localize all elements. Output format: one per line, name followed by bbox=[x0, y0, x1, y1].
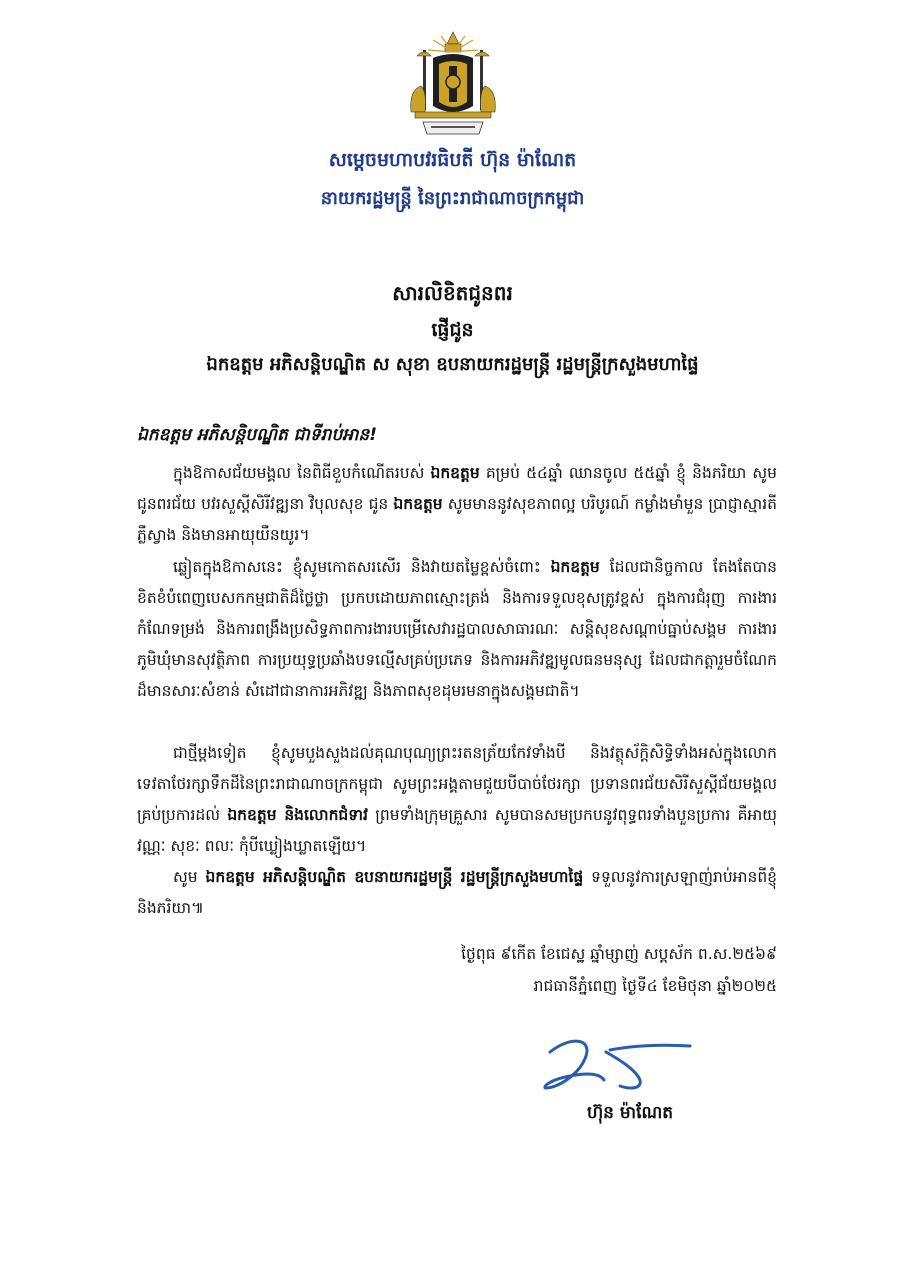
letter-title: សារលិខិតជូនពរ bbox=[392, 281, 513, 305]
recipient-line: ឯកឧត្តម អភិសន្តិបណ្ឌិត ស សុខា ឧបនាយករដ្ឋមន្ត្រី រដ្ឋមន្ត្រីក្រសួងមហាផ្ទៃ bbox=[206, 354, 699, 375]
signature-icon bbox=[540, 1030, 700, 1100]
paragraph-3: ជាថ្មីម្តងទៀត ខ្ញុំសូមបួងសួងដល់គុណបុណ្យព្រះរតនត្រ័យកែវទាំងបី និងវត្ថុស័ក្តិសិទ្ធិទាំងអស់ក្នុងលោក ទេវតាថែរក្សាទឹកដីនៃព្រះរាជាណាចក្រកម្ពុជា សូមព្រះអង្គតាមជួយបីបាច់ថែរក្សា ប្រទានពរជ័យសិរីសួស្តីជ័យមង្គលគ្រប់ប្រការដល់ ឯកឧត្តម និងលោកជំទាវ ព្រមទាំងក្រុមគ្រួសារ សូមបានសមប្រកបនូវពុទ្ធពរទាំងបួនប្រការ គឺអាយុ វណ្ណៈ សុខៈ ពលៈ កុំបីឃ្លៀងឃ្លាតឡើយ។ bbox=[137, 744, 777, 855]
author-position: នាយករដ្ឋមន្ត្រី នៃព្រះរាជាណាចក្រកម្ពុជា bbox=[320, 188, 585, 209]
royal-coat-of-arms-icon bbox=[403, 30, 503, 140]
signer-name: ហ៊ុន ម៉ាណែត bbox=[586, 1103, 674, 1123]
paragraph-1: ក្នុងឱកាសជ័យមង្គល នៃពិធីខួបកំណើតរបស់ ឯកឧត្តម គម្រប់ ៥៤ឆ្នាំ ឈានចូល ៥៥ឆ្នាំ ខ្ញុំ និងភរិយា សូមជូនពរជ័យ បវរសួស្តីសិរីវឌ្ឍនា វិបុលសុខ ជូន ឯកឧត្តម សូមមាននូវសុខភាពល្អ បរិបូរណ៍ កម្លាំងមាំមួន ប្រាជ្ញាស្មារតីភ្លឺស្វាង និងមានអាយុយឺនយូរ។ bbox=[137, 464, 777, 544]
salutation: ឯកឧត្តម អភិសន្តិបណ្ឌិត ជាទីរាប់អាន! bbox=[137, 425, 377, 445]
solar-date: រាជធានីភ្នំពេញ ថ្ងៃទី៤ ខែមិថុនា ឆ្នាំ២០២៥ bbox=[533, 977, 777, 995]
lunar-date: ថ្ងៃពុធ ៩កើត ខែជេស្ឋ ឆ្នាំម្សាញ់ សប្តស័ក ព.ស.២៥៦៩ bbox=[461, 945, 777, 963]
author-title: សម្តេចមហាបវរធិបតី ហ៊ុន ម៉ាណែត bbox=[328, 149, 577, 171]
paragraph-4: សូម ឯកឧត្តម អភិសន្តិបណ្ឌិត ឧបនាយករដ្ឋមន្ត្រី រដ្ឋមន្ត្រីក្រសួងមហាផ្ទៃ ទទួលនូវការស្រឡាញ់រាប់អានពីខ្ញុំ និងភរិយា៕ bbox=[137, 868, 777, 917]
paragraph-2: ឆ្លៀតក្នុងឱកាសនេះ ខ្ញុំសូមកោតសរសើរ និងវាយតម្លៃខ្ពស់ចំពោះ ឯកឧត្តម ដែលជានិច្ចកាល តែងតែបានខិតខំបំពេញបេសកកម្មជាតិដ៏ថ្លៃថ្លា ប្រកបដោយភាពស្មោះត្រង់ និងការទទួលខុសត្រូវខ្ពស់ ក្នុងការជំរុញ ការងារកំណែទម្រង់ និងការពង្រឹងប្រសិទ្ធភាពការងារបម្រើសេវារដ្ឋបាលសាធារណៈ សន្តិសុខសណ្តាប់ធ្នាប់សង្គម ការងារភូមិឃុំមានសុវត្ថិភាព ការប្រយុទ្ធប្រឆាំងបទល្មើសគ្រប់ប្រភេទ និងការអភិវឌ្ឍមូលធនមនុស្ស ដែលជាកត្តារួមចំណែកដ៏មានសារៈសំខាន់ សំដៅជានាការអភិវឌ្ឍ និងភាពសុខដុមរមនាក្នុងសង្គមជាតិ។ bbox=[137, 558, 777, 700]
letter-subtitle: ផ្ញើជូន bbox=[431, 319, 474, 341]
